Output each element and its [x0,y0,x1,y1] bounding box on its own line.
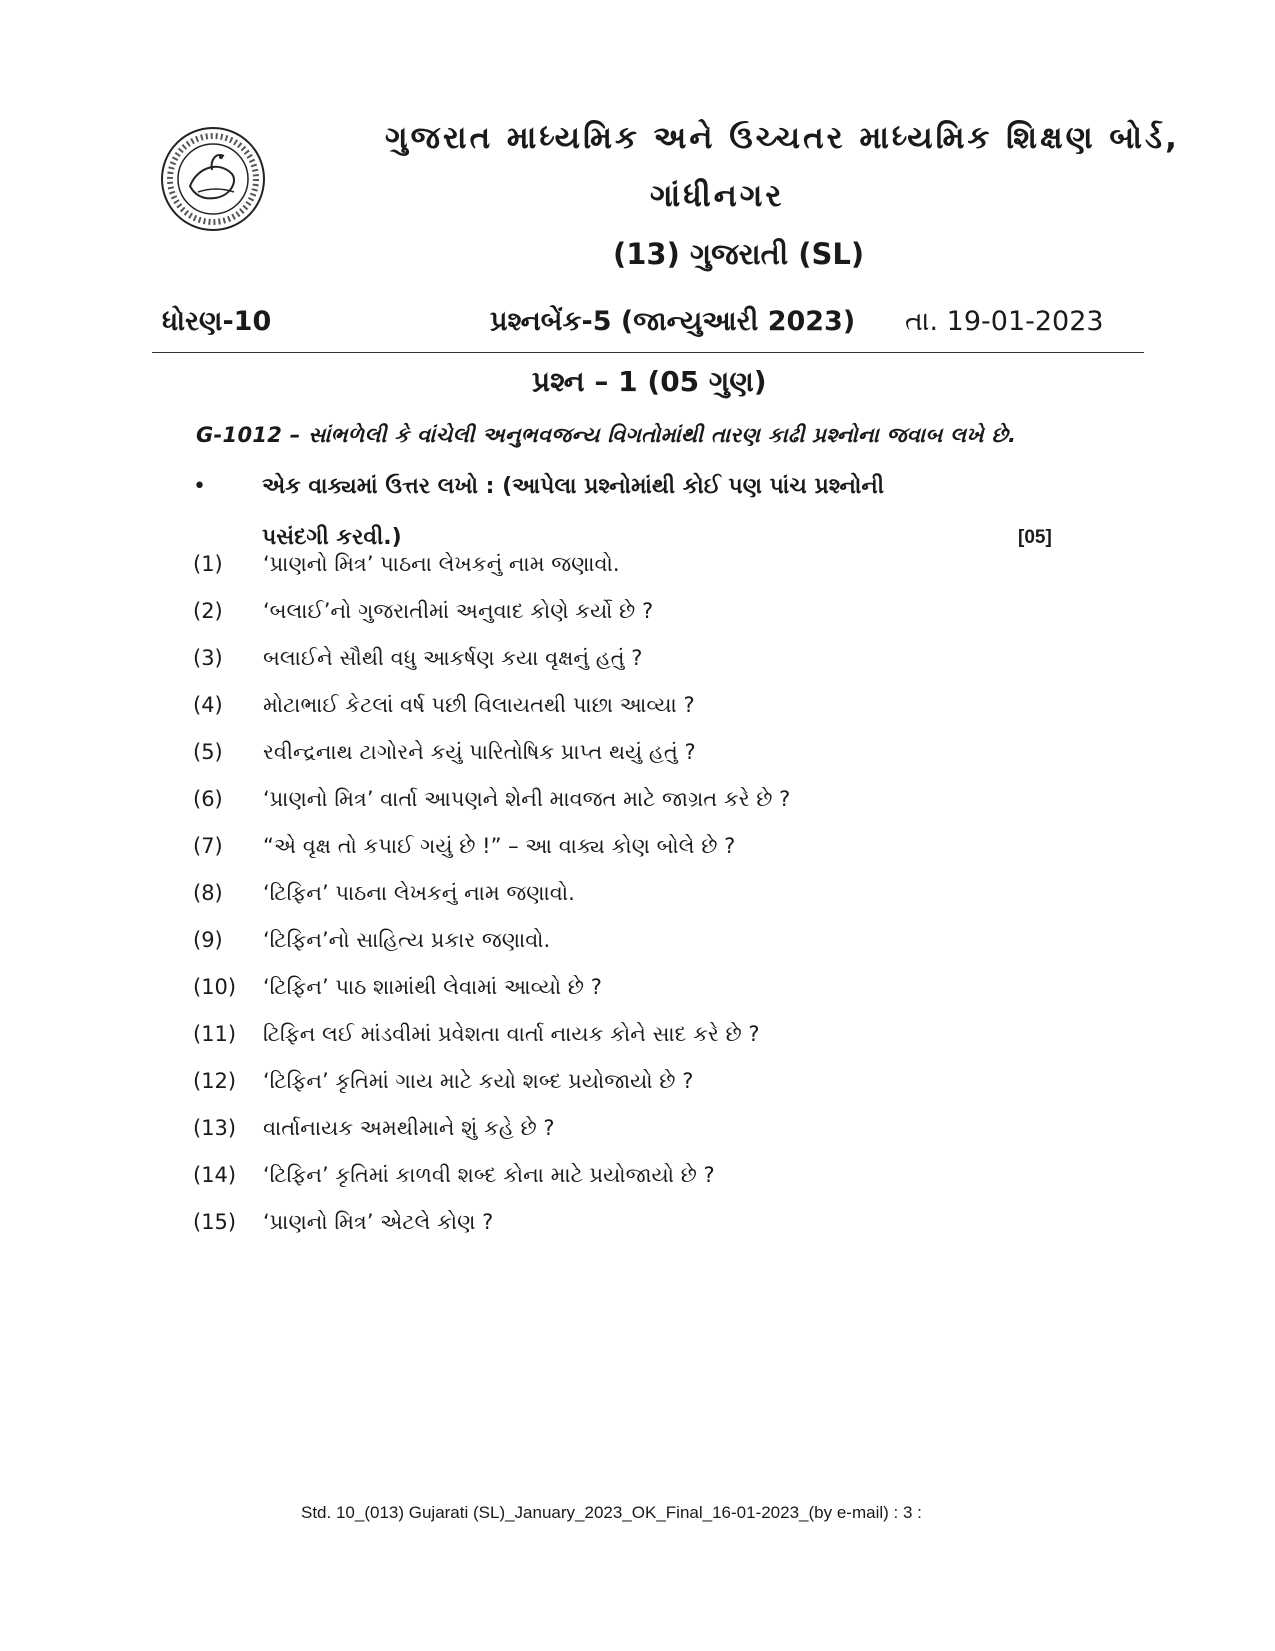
question-item [193,646,642,671]
standard-label: ધોરણ-10 [162,306,272,337]
page-footer: Std. 10_(013) Gujarati (SL)_January_2023_OK_Final_16-01-2023_(by e-mail) : 3 : [301,1503,922,1522]
question-text: ‘ટિફિન’ કૃતિમાં ગાય માટે કયો શબ્દ પ્રયોજાયો છે ? [263,1069,694,1093]
instruction-line-2: પસંદગી કરવી.) [262,525,402,550]
question-item [193,1163,715,1188]
question-number: (9) [193,928,223,952]
question-item [193,928,550,953]
question-text: ‘પ્રાણનો મિત્ર’ એટલે કોણ ? [263,1210,494,1234]
question-text: ‘ટિફિન’નો સાહિત્ય પ્રકાર જણાવો. [263,928,551,952]
question-number: (4) [193,693,223,717]
question-number: (14) [193,1163,237,1187]
question-text: ‘બલાઈ’નો ગુજરાતીમાં અનુવાદ કોણે કર્યો છે ? [263,599,654,623]
question-number: (2) [193,599,223,623]
question-number: (7) [193,834,223,858]
board-name: ગુજરાત માધ્યમિક અને ઉચ્ચતર માધ્યમિક શિક્ષણ બોર્ડ, [385,120,1180,156]
question-text: બલાઈને સૌથી વધુ આકર્ષણ કયા વૃક્ષનું હતું ? [263,646,643,670]
question-number: (13) [193,1116,237,1140]
date-label: તા. 19-01-2023 [905,306,1104,337]
question-number: (12) [193,1069,237,1093]
question-number: (1) [193,552,223,576]
question-text: ‘પ્રાણનો મિત્ર’ પાઠના લેખકનું નામ જણાવો. [263,552,620,576]
question-number: (8) [193,881,223,905]
question-item [193,1210,493,1235]
question-text: ‘ટિફિન’ કૃતિમાં કાળવી શબ્દ કોના માટે પ્રયોજાયો છે ? [263,1163,715,1187]
question-item [193,881,575,906]
board-seal-logo [160,126,266,232]
question-item [193,1022,760,1047]
question-text: રવીન્દ્રનાથ ટાગોરને કયું પારિતોષિક પ્રાપ્ત થયું હતું ? [263,740,696,764]
question-text: ‘ટિફિન’ પાઠ શામાંથી લેવામાં આવ્યો છે ? [263,975,602,999]
question-text: ‘ટિફિન’ પાઠના લેખકનું નામ જણાવો. [263,881,575,905]
question-number: (6) [193,787,223,811]
learning-objective: G-1012 – સાંભળેલી કે વાંચેલી અનુભવજન્ય વિગતોમાંથી તારણ કાઢી પ્રશ્નોના જવાબ લખે છે. [196,423,1017,447]
bullet-icon: • [193,474,206,499]
question-number: (11) [193,1022,237,1046]
question-heading: પ્રશ્ન – 1 (05 ગુણ) [532,365,767,398]
question-item [193,1069,693,1094]
header-divider [152,352,1144,353]
question-bank-label: પ્રશ્નબેંક-5 (જાન્યુઆરી 2023) [490,306,856,337]
question-item [193,1116,555,1141]
question-text: “એ વૃક્ષ તો કપાઈ ગયું છે !” – આ વાક્ય કોણ બોલે છે ? [263,834,736,858]
subject-title: (13) ગુજરાતી (SL) [613,237,865,271]
question-number: (3) [193,646,223,670]
question-item [193,975,602,1000]
question-number: (5) [193,740,223,764]
question-item [193,740,696,765]
marks-label: [05] [1018,527,1052,548]
question-item [193,599,653,624]
question-item [193,787,790,812]
question-item [193,693,695,718]
question-item [193,552,620,577]
question-number: (10) [193,975,237,999]
question-text: ટિફિન લઈ માંડવીમાં પ્રવેશતા વાર્તા નાયક કોને સાદ કરે છે ? [263,1022,760,1046]
question-text: વાર્તાનાયક અમથીમાને શું કહે છે ? [263,1116,555,1140]
board-city: ગાંધીનગર [650,178,785,214]
question-number: (15) [193,1210,237,1234]
instruction-line-1: એક વાક્યમાં ઉત્તર લખો : (આપેલા પ્રશ્નોમાંથી કોઈ પણ પાંચ પ્રશ્નોની [262,474,885,499]
question-item [193,834,735,859]
question-text: મોટાભાઈ કેટલાં વર્ષ પછી વિલાયતથી પાછા આવ્યા ? [263,693,695,717]
question-text: ‘પ્રાણનો મિત્ર’ વાર્તા આપણને શેની માવજત માટે જાગ્રત કરે છે ? [263,787,791,811]
